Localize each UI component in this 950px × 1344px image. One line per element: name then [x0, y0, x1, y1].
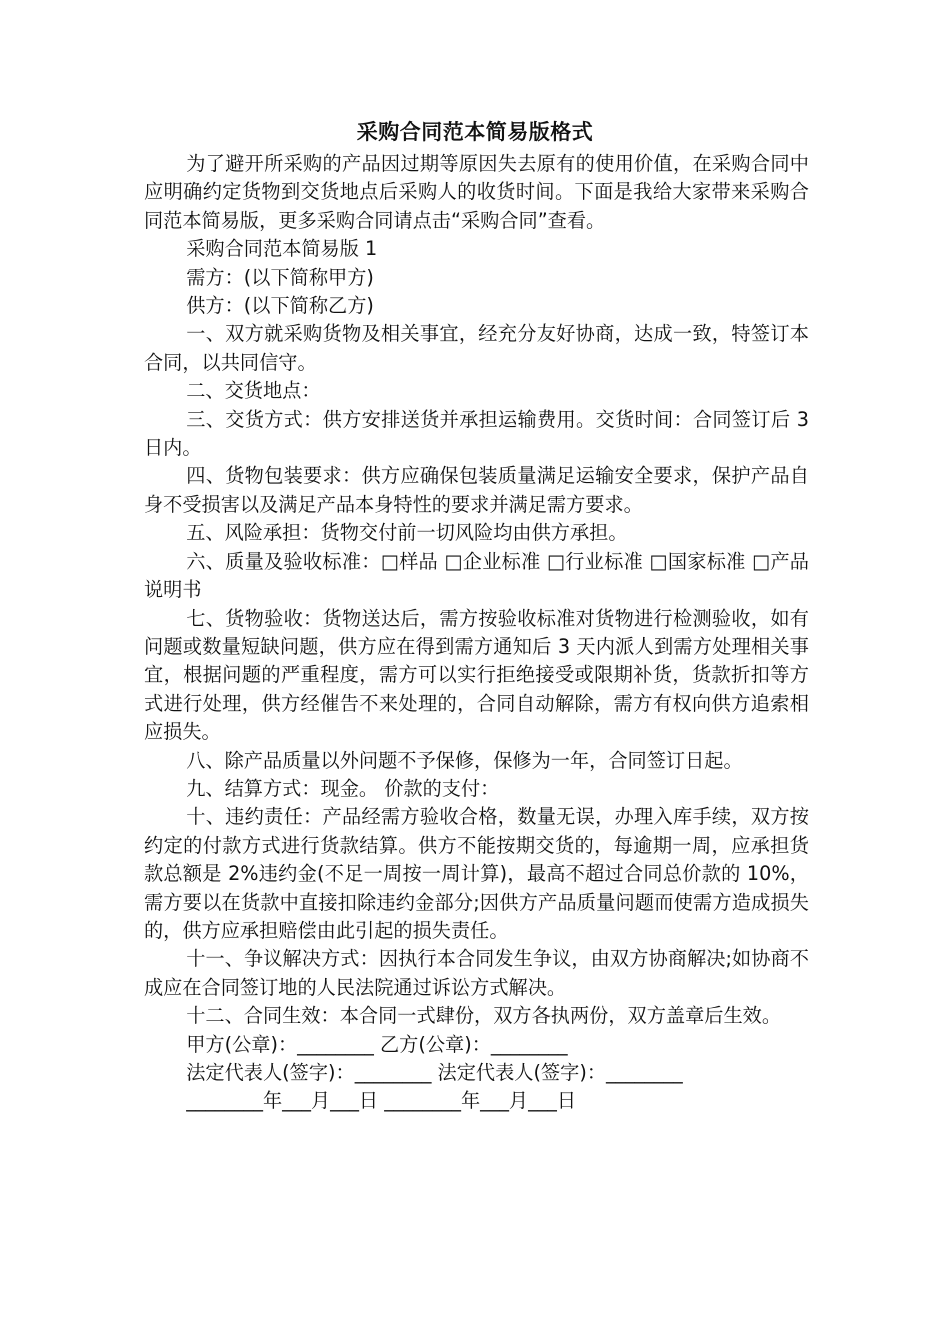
clause-7: 七、货物验收：货物送达后，需方按验收标准对货物进行检测验收，如有问题或数量短缺问题，供方应在得到需方通知后 3 天内派人到需方处理相关事宜，根据问题的严重程度，需方可以实行拒绝接受或限期补货，货款折扣等方式进行处理，供方经催告不来处理的，合同自动解除，需方有权向供方追索相应损失。: [144, 606, 809, 744]
date-line: ________年___月___日 ________年___月___日: [186, 1089, 577, 1113]
clause-12: 十二、合同生效：本合同一式肆份，双方各执两份，双方盖章后生效。: [186, 1004, 782, 1028]
document-title: 采购合同范本简易版格式: [356, 120, 594, 144]
clause-6: 六、质量及验收标准：□样品 □企业标准 □行业标准 □国家标准 □产品说明书: [144, 549, 809, 602]
clause-5: 五、风险承担：货物交付前一切风险均由供方承担。: [186, 521, 628, 545]
clause-3: 三、交货方式：供方安排送货并承担运输费用。交货时间：合同签订后 3 日内。: [144, 407, 809, 460]
seal-line: 甲方(公章)：________ 乙方(公章)：________: [186, 1032, 568, 1056]
buyer-line: 需方：(以下简称甲方): [186, 265, 374, 289]
clause-10: 十、违约责任：产品经需方验收合格，数量无误，办理入库手续，双方按约定的付款方式进行货款结算。供方不能按期交货的，每逾期一周，应承担货款总额是 2%违约金(不足一周按一周计算)，最高不超过合同总价款的 10%，需方要以在货款中直接扣除违约金部分;因供方产品质量问题而使需方造成损失的，供方应承担赔偿由此引起的损失责任。: [144, 805, 809, 942]
clause-11: 十一、争议解决方式：因执行本合同发生争议，由双方协商解决;如协商不成应在合同签订地的人民法院通过诉讼方式解决。: [144, 947, 809, 999]
clause-1: 一、双方就采购货物及相关事宜，经充分友好协商，达成一致，特签订本合同，以共同信守。: [144, 322, 809, 374]
contract-heading: 采购合同范本简易版 1: [186, 237, 378, 261]
clause-4: 四、货物包装要求：供方应确保包装质量满足运输安全要求，保护产品自身不受损害以及满足产品本身特性的要求并满足需方要求。: [144, 464, 809, 516]
clause-8: 八、除产品质量以外问题不予保修，保修为一年，合同签订日起。: [186, 748, 743, 772]
representative-signature-line: 法定代表人(签字)：________ 法定代表人(签字)：________: [186, 1061, 683, 1084]
clause-2: 二、交货地点：: [186, 379, 321, 403]
intro-paragraph: 为了避开所采购的产品因过期等原因失去原有的使用价值，在采购合同中应明确约定货物到交货地点后采购人的收货时间。下面是我给大家带来采购合同范本简易版，更多采购合同请点击“采购合同”查看。: [144, 152, 809, 232]
document-body: [144, 150, 809, 1116]
supplier-line: 供方：(以下简称乙方): [186, 294, 374, 318]
clause-9: 九、结算方式：现金。 价款的支付：: [186, 776, 500, 800]
